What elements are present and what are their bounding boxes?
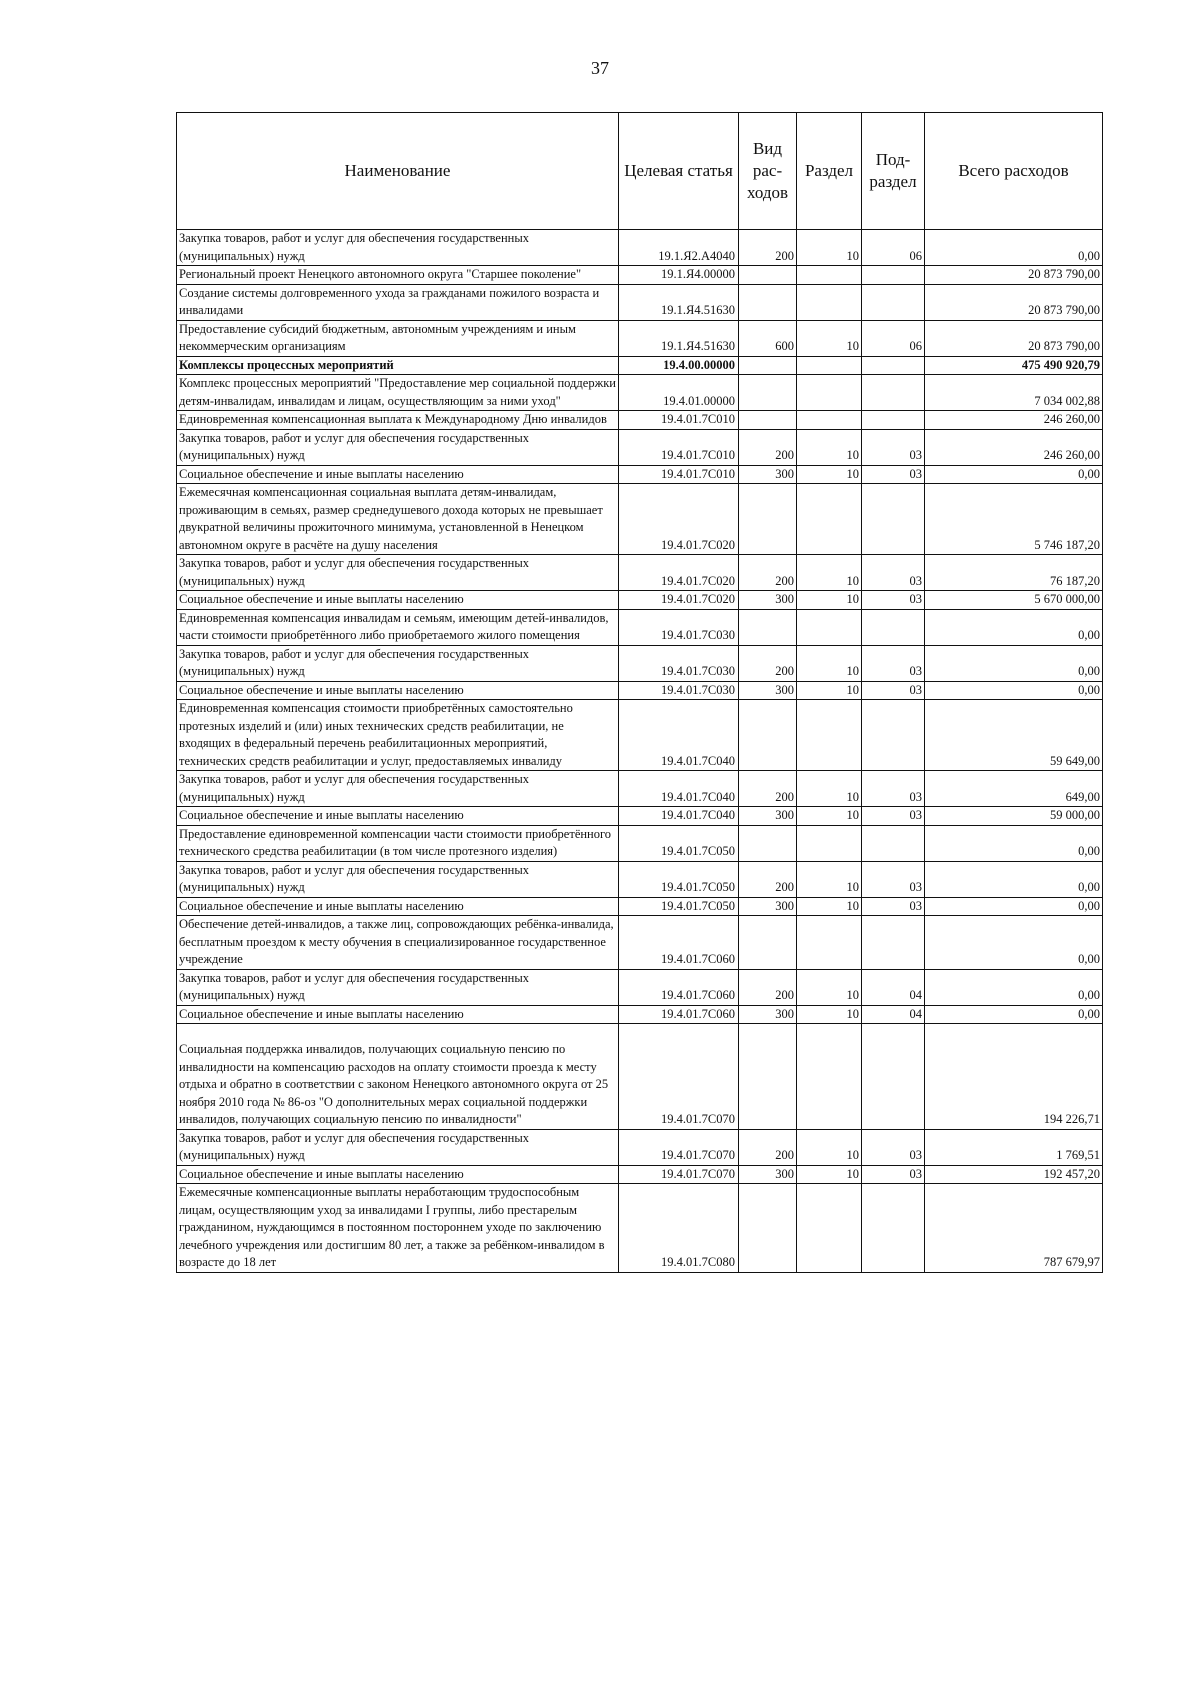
cell-article: 19.4.01.7С060 [619, 1005, 739, 1024]
table-row [177, 969, 1103, 1005]
cell-name: Единовременная компенсация инвалидам и семьям, имеющим детей-инвалидов, части стоимости приобретённого либо приобретаемого жилого помещения [177, 609, 619, 645]
cell-expense-type: 300 [739, 1005, 797, 1024]
header-section: Раздел [797, 113, 862, 230]
cell-article: 19.4.01.7С050 [619, 825, 739, 861]
cell-article: 19.4.01.7С030 [619, 609, 739, 645]
cell-total: 194 226,71 [925, 1024, 1103, 1130]
cell-section: 10 [797, 861, 862, 897]
cell-subsection [862, 411, 925, 430]
cell-name: Предоставление субсидий бюджетным, автономным учреждениям и иным некоммерческим организациям [177, 320, 619, 356]
cell-subsection [862, 484, 925, 555]
cell-article: 19.1.Я4.00000 [619, 266, 739, 285]
cell-expense-type [739, 375, 797, 411]
cell-subsection [862, 916, 925, 970]
cell-section: 10 [797, 429, 862, 465]
cell-expense-type [739, 1184, 797, 1273]
cell-name: Создание системы долговременного ухода за гражданами пожилого возраста и инвалидами [177, 284, 619, 320]
cell-expense-type: 300 [739, 1165, 797, 1184]
budget-table [176, 112, 1103, 1273]
cell-total: 0,00 [925, 465, 1103, 484]
cell-article: 19.4.01.7С020 [619, 555, 739, 591]
cell-name: Закупка товаров, работ и услуг для обеспечения государственных (муниципальных) нужд [177, 969, 619, 1005]
cell-name: Социальное обеспечение и иные выплаты населению [177, 807, 619, 826]
cell-total: 0,00 [925, 645, 1103, 681]
cell-article: 19.4.01.7С030 [619, 681, 739, 700]
cell-total: 787 679,97 [925, 1184, 1103, 1273]
cell-total: 20 873 790,00 [925, 266, 1103, 285]
cell-expense-type [739, 284, 797, 320]
table-row [177, 411, 1103, 430]
cell-subsection [862, 609, 925, 645]
table-row [177, 1129, 1103, 1165]
cell-name: Закупка товаров, работ и услуг для обеспечения государственных (муниципальных) нужд [177, 645, 619, 681]
cell-article: 19.4.01.7С070 [619, 1165, 739, 1184]
cell-section: 10 [797, 897, 862, 916]
cell-total: 246 260,00 [925, 429, 1103, 465]
table-row [177, 700, 1103, 771]
cell-expense-type [739, 825, 797, 861]
cell-article: 19.1.Я4.51630 [619, 320, 739, 356]
cell-article: 19.4.01.7С070 [619, 1024, 739, 1130]
cell-name: Закупка товаров, работ и услуг для обеспечения государственных (муниципальных) нужд [177, 1129, 619, 1165]
cell-total: 0,00 [925, 969, 1103, 1005]
cell-article: 19.4.01.7С040 [619, 807, 739, 826]
cell-article: 19.4.01.00000 [619, 375, 739, 411]
cell-subsection: 03 [862, 1165, 925, 1184]
cell-section: 10 [797, 1129, 862, 1165]
cell-expense-type: 200 [739, 969, 797, 1005]
table-row [177, 1184, 1103, 1273]
cell-subsection [862, 700, 925, 771]
cell-subsection: 03 [862, 681, 925, 700]
cell-total: 59 649,00 [925, 700, 1103, 771]
header-name: Наименование [177, 113, 619, 230]
cell-total: 246 260,00 [925, 411, 1103, 430]
table-row [177, 645, 1103, 681]
cell-total: 649,00 [925, 771, 1103, 807]
cell-name: Комплекс процессных мероприятий "Предоставление мер социальной поддержки детям-инвалидам, инвалидам и лицам, осуществляющим за ними уход" [177, 375, 619, 411]
cell-section [797, 284, 862, 320]
cell-subsection [862, 266, 925, 285]
cell-name: Ежемесячные компенсационные выплаты неработающим трудоспособным лицам, осуществляющим уход за инвалидами I группы, либо престарелым гражданином, нуждающимся в постоянном постороннем уходе по заключению лечебного учреждения или достигшим 80 лет, а также за ребёнком-инвалидом в возрасте до 18 лет [177, 1184, 619, 1273]
cell-name: Предоставление единовременной компенсации части стоимости приобретённого технического средства реабилитации (в том числе протезного изделия) [177, 825, 619, 861]
table-row [177, 1165, 1103, 1184]
cell-expense-type [739, 411, 797, 430]
cell-subsection: 04 [862, 1005, 925, 1024]
cell-section [797, 411, 862, 430]
cell-subsection: 04 [862, 969, 925, 1005]
table-header [177, 113, 1103, 230]
cell-subsection: 03 [862, 465, 925, 484]
page-number: 37 [591, 58, 609, 78]
cell-total: 0,00 [925, 861, 1103, 897]
table-row [177, 230, 1103, 266]
cell-expense-type [739, 1024, 797, 1130]
cell-total: 1 769,51 [925, 1129, 1103, 1165]
cell-section: 10 [797, 320, 862, 356]
cell-total: 76 187,20 [925, 555, 1103, 591]
cell-section: 10 [797, 969, 862, 1005]
cell-subsection: 06 [862, 320, 925, 356]
cell-expense-type: 300 [739, 591, 797, 610]
cell-section [797, 484, 862, 555]
cell-section: 10 [797, 230, 862, 266]
cell-total: 0,00 [925, 1005, 1103, 1024]
cell-name: Единовременная компенсация стоимости приобретённых самостоятельно протезных изделий и (или) иных технических средств реабилитации, не входящих в федеральный перечень реабилитационных мероприятий, технических средств реабилитации и услуг, предоставляемых инвалиду [177, 700, 619, 771]
cell-total: 20 873 790,00 [925, 284, 1103, 320]
cell-expense-type: 200 [739, 1129, 797, 1165]
cell-section [797, 266, 862, 285]
cell-subsection: 03 [862, 555, 925, 591]
cell-total: 20 873 790,00 [925, 320, 1103, 356]
cell-article: 19.4.01.7С030 [619, 645, 739, 681]
cell-article: 19.4.01.7С060 [619, 916, 739, 970]
table-row [177, 861, 1103, 897]
cell-expense-type: 300 [739, 897, 797, 916]
cell-section [797, 356, 862, 375]
cell-expense-type [739, 356, 797, 375]
cell-subsection [862, 284, 925, 320]
cell-article: 19.4.01.7С050 [619, 897, 739, 916]
cell-total: 7 034 002,88 [925, 375, 1103, 411]
cell-expense-type: 200 [739, 645, 797, 681]
cell-subsection: 03 [862, 771, 925, 807]
cell-name: Социальное обеспечение и иные выплаты населению [177, 465, 619, 484]
cell-total: 5 670 000,00 [925, 591, 1103, 610]
header-subsection: Под- раздел [862, 113, 925, 230]
cell-expense-type: 300 [739, 681, 797, 700]
cell-expense-type: 200 [739, 861, 797, 897]
cell-subsection [862, 375, 925, 411]
cell-name: Закупка товаров, работ и услуг для обеспечения государственных (муниципальных) нужд [177, 429, 619, 465]
cell-name: Единовременная компенсационная выплата к Международному Дню инвалидов [177, 411, 619, 430]
cell-article: 19.1.Я4.51630 [619, 284, 739, 320]
cell-subsection: 03 [862, 1129, 925, 1165]
table-row [177, 807, 1103, 826]
table-row [177, 320, 1103, 356]
cell-article: 19.4.01.7С010 [619, 429, 739, 465]
cell-article: 19.4.01.7С060 [619, 969, 739, 1005]
cell-name: Закупка товаров, работ и услуг для обеспечения государственных (муниципальных) нужд [177, 555, 619, 591]
cell-section: 10 [797, 465, 862, 484]
cell-expense-type: 200 [739, 429, 797, 465]
cell-expense-type [739, 266, 797, 285]
table-row [177, 591, 1103, 610]
cell-article: 19.4.01.7С010 [619, 411, 739, 430]
cell-total: 5 746 187,20 [925, 484, 1103, 555]
cell-section: 10 [797, 807, 862, 826]
cell-subsection: 03 [862, 807, 925, 826]
table-row [177, 266, 1103, 285]
cell-subsection [862, 825, 925, 861]
cell-section [797, 609, 862, 645]
cell-name: Закупка товаров, работ и услуг для обеспечения государственных (муниципальных) нужд [177, 230, 619, 266]
cell-expense-type: 200 [739, 555, 797, 591]
cell-subsection: 03 [862, 591, 925, 610]
cell-total: 0,00 [925, 681, 1103, 700]
cell-section [797, 1184, 862, 1273]
cell-name: Социальное обеспечение и иные выплаты населению [177, 1165, 619, 1184]
cell-expense-type: 300 [739, 465, 797, 484]
cell-expense-type [739, 484, 797, 555]
cell-total: 0,00 [925, 825, 1103, 861]
cell-article: 19.4.01.7С020 [619, 591, 739, 610]
table-row [177, 609, 1103, 645]
cell-total: 0,00 [925, 230, 1103, 266]
cell-name: Социальное обеспечение и иные выплаты населению [177, 897, 619, 916]
table-row [177, 429, 1103, 465]
cell-section [797, 825, 862, 861]
cell-name: Региональный проект Ненецкого автономного округа "Старшее поколение" [177, 266, 619, 285]
cell-article: 19.4.01.7С040 [619, 700, 739, 771]
cell-name: Закупка товаров, работ и услуг для обеспечения государственных (муниципальных) нужд [177, 861, 619, 897]
cell-name: Социальное обеспечение и иные выплаты населению [177, 681, 619, 700]
cell-article: 19.4.01.7С070 [619, 1129, 739, 1165]
cell-expense-type: 200 [739, 771, 797, 807]
cell-expense-type: 600 [739, 320, 797, 356]
table-body [177, 230, 1103, 1273]
cell-expense-type [739, 916, 797, 970]
cell-name: Ежемесячная компенсационная социальная выплата детям-инвалидам, проживающим в семьях, размер среднедушевого дохода которых не превышает двукратной величины прожиточного минимума, установленной в Ненецком автономном округе в расчёте на душу населения [177, 484, 619, 555]
cell-expense-type [739, 700, 797, 771]
cell-article: 19.4.01.7С020 [619, 484, 739, 555]
cell-article: 19.4.01.7С080 [619, 1184, 739, 1273]
cell-subsection: 03 [862, 861, 925, 897]
cell-name: Социальная поддержка инвалидов, получающих социальную пенсию по инвалидности на компенсацию расходов на оплату стоимости проезда к месту отдыха и обратно в соответствии с законом Ненецкого автономного округа от 25 ноября 2010 года № 86-оз "О дополнительных мерах социальной поддержки инвалидов, получающих социальную пенсию по инвалидности" [177, 1024, 619, 1130]
table-row [177, 484, 1103, 555]
header-total: Всего расходов [925, 113, 1103, 230]
header-expense-type: Вид рас- ходов [739, 113, 797, 230]
cell-subsection: 03 [862, 429, 925, 465]
cell-total: 0,00 [925, 916, 1103, 970]
cell-article: 19.4.01.7С010 [619, 465, 739, 484]
cell-section: 10 [797, 591, 862, 610]
cell-total: 0,00 [925, 897, 1103, 916]
cell-name: Комплексы процессных мероприятий [177, 356, 619, 375]
table-row [177, 825, 1103, 861]
table-row [177, 555, 1103, 591]
table-row [177, 356, 1103, 375]
cell-expense-type [739, 609, 797, 645]
cell-article: 19.4.01.7С040 [619, 771, 739, 807]
cell-subsection: 03 [862, 897, 925, 916]
table-row [177, 1024, 1103, 1130]
table-row [177, 1005, 1103, 1024]
table-row [177, 284, 1103, 320]
cell-article: 19.1.Я2.А4040 [619, 230, 739, 266]
cell-section: 10 [797, 771, 862, 807]
cell-expense-type: 200 [739, 230, 797, 266]
cell-section: 10 [797, 555, 862, 591]
cell-section [797, 375, 862, 411]
cell-section: 10 [797, 1165, 862, 1184]
table-row [177, 465, 1103, 484]
cell-expense-type: 300 [739, 807, 797, 826]
cell-section: 10 [797, 1005, 862, 1024]
cell-subsection [862, 1184, 925, 1273]
cell-subsection: 03 [862, 645, 925, 681]
cell-article: 19.4.00.00000 [619, 356, 739, 375]
cell-section: 10 [797, 681, 862, 700]
cell-article: 19.4.01.7С050 [619, 861, 739, 897]
cell-total: 0,00 [925, 609, 1103, 645]
table-row [177, 771, 1103, 807]
table-row [177, 681, 1103, 700]
cell-subsection: 06 [862, 230, 925, 266]
cell-section [797, 700, 862, 771]
cell-name: Закупка товаров, работ и услуг для обеспечения государственных (муниципальных) нужд [177, 771, 619, 807]
table-row [177, 897, 1103, 916]
cell-subsection [862, 356, 925, 375]
cell-section [797, 1024, 862, 1130]
cell-name: Социальное обеспечение и иные выплаты населению [177, 591, 619, 610]
table-row [177, 916, 1103, 970]
cell-total: 59 000,00 [925, 807, 1103, 826]
cell-total: 192 457,20 [925, 1165, 1103, 1184]
table-row [177, 375, 1103, 411]
cell-name: Обеспечение детей-инвалидов, а также лиц, сопровождающих ребёнка-инвалида, бесплатным проездом к месту обучения в специализированное государственное учреждение [177, 916, 619, 970]
cell-name: Социальное обеспечение и иные выплаты населению [177, 1005, 619, 1024]
cell-subsection [862, 1024, 925, 1130]
cell-total: 475 490 920,79 [925, 356, 1103, 375]
cell-section [797, 916, 862, 970]
header-article: Целевая статья [619, 113, 739, 230]
cell-section: 10 [797, 645, 862, 681]
